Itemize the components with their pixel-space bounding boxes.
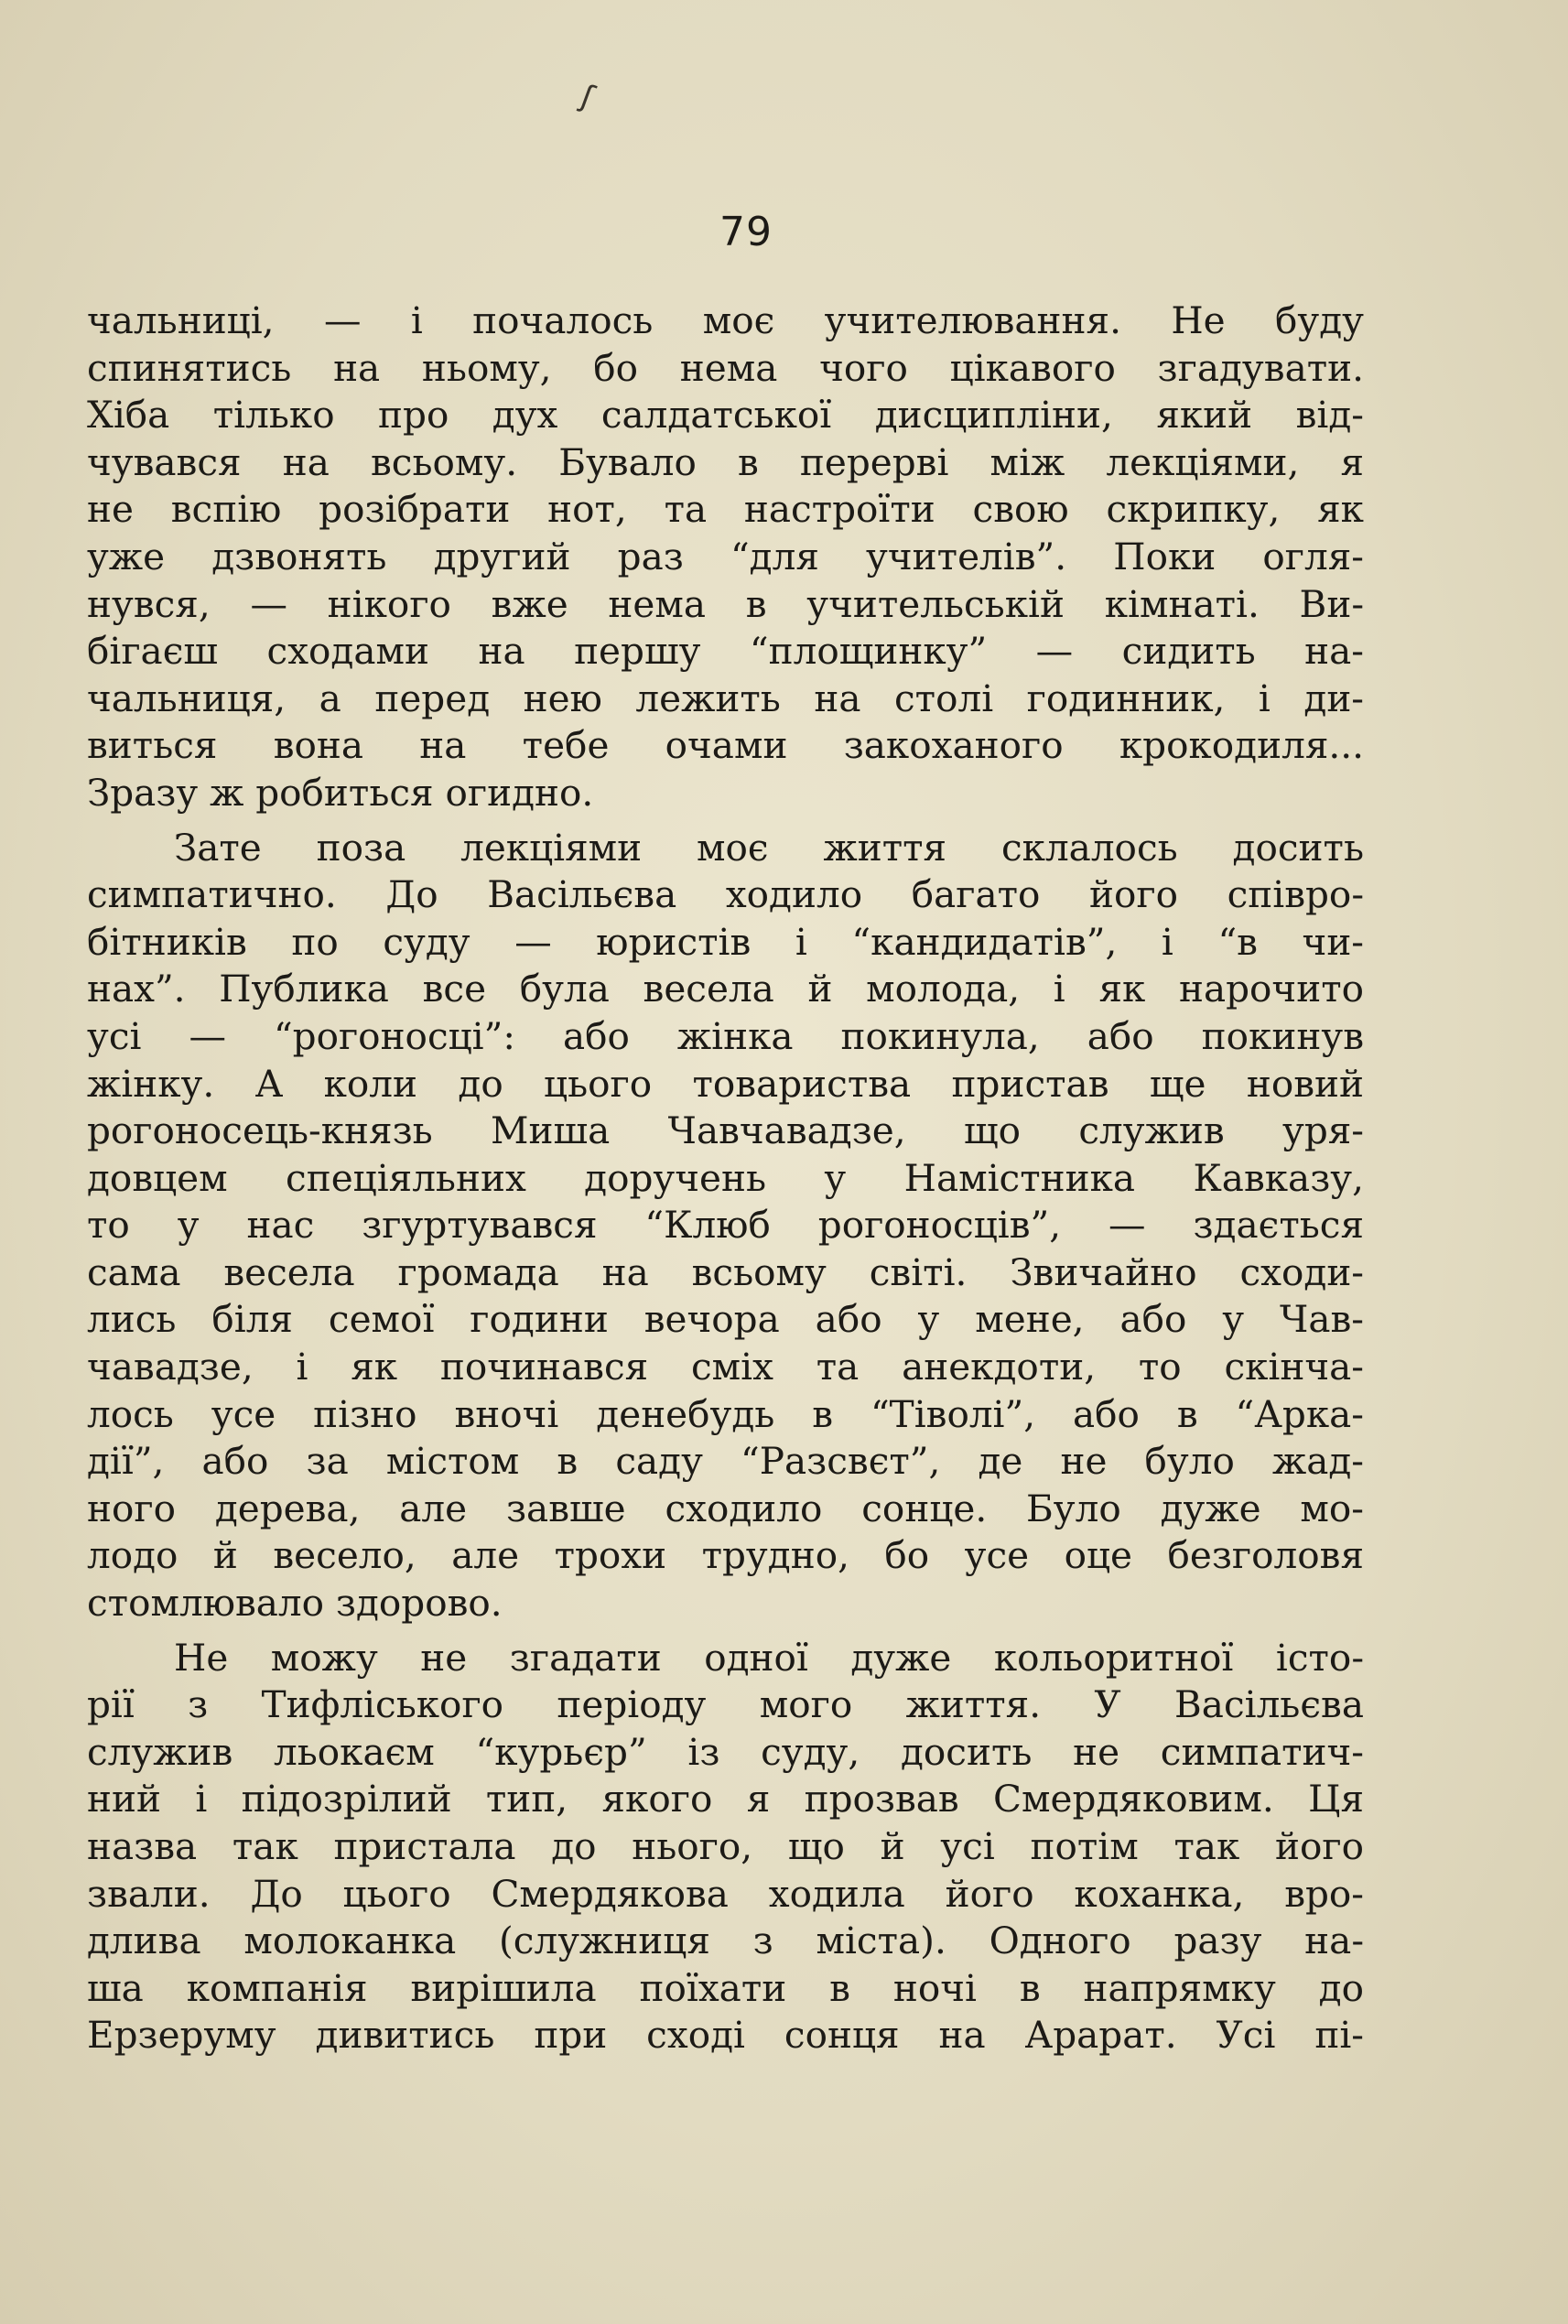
- paragraph-3: [87, 1635, 1364, 2059]
- text-line: рії з Тифліського періоду мого життя. У Васільєва: [87, 1682, 1364, 1727]
- pencil-mark: ʃ: [576, 78, 599, 116]
- text-line: сама весела громада на всьому світі. Звичайно сходи-: [87, 1249, 1364, 1294]
- text-line: усі — “рогоносці”: або жінка покинула, або покинув: [87, 1013, 1364, 1058]
- body-text: [87, 297, 1364, 2059]
- text-line: стомлювало здорово.: [87, 1581, 503, 1626]
- text-line: симпатично. До Васільєва ходило багато його співро-: [87, 872, 1364, 917]
- text-line: нах”. Публика все була весела й молода, і як нарочито: [87, 967, 1364, 1011]
- text-line: виться вона на тебе очами закоханого крокодиля...: [87, 723, 1364, 768]
- text-line: довцем спеціяльних доручень у Намістника Кавказу,: [87, 1155, 1364, 1200]
- text-line: то у нас згуртувався “Клюб рогоносців”, — здається: [87, 1203, 1364, 1248]
- text-line: чальниці, — і почалось моє учителювання. Не буду: [87, 298, 1364, 342]
- text-line: чавадзе, і як починався сміх та анекдоти, то скінча-: [87, 1345, 1364, 1389]
- text-line: Зразу ж робиться огидно.: [87, 770, 594, 815]
- page-number: 79: [719, 209, 773, 255]
- text-line: лось усе пізно вночі денебудь в “Тіволі”, або в “Арка-: [87, 1391, 1364, 1436]
- text-line: служив льокаєм “курьєр” із суду, досить не симпатич-: [87, 1729, 1364, 1774]
- text-line: бітників по суду — юристів і “кандидатів”, і “в чи-: [87, 919, 1364, 964]
- text-line: Зате поза лекціями моє життя склалось досить: [174, 825, 1364, 870]
- text-line: дії”, або за містом в саду “Разсвєт”, де не було жад-: [87, 1439, 1364, 1484]
- text-line: назва так пристала до нього, що й усі потім так його: [87, 1824, 1364, 1868]
- text-line: чальниця, а перед нею лежить на столі годинник, і ди-: [87, 676, 1364, 720]
- text-line: жінку. А коли до цього товариства пристав ще новий: [87, 1061, 1364, 1106]
- text-line: лодо й весело, але трохи трудно, бо усе оце безголовя: [87, 1533, 1364, 1578]
- text-line: Ерзеруму дивитись при сході сонця на Арарат. Усі пі-: [87, 2013, 1364, 2058]
- text-line: Не можу не згадати одної дуже кольоритної істо-: [174, 1635, 1364, 1680]
- text-line: ша компанія вирішила поїхати в ночі в напрямку до: [87, 1965, 1364, 2010]
- text-line: лись біля семої години вечора або у мене, або у Чав-: [87, 1297, 1364, 1342]
- paragraph-2: [87, 825, 1364, 1627]
- text-line: нувся, — нікого вже нема в учительській кімнаті. Ви-: [87, 581, 1364, 626]
- text-line: спинятись на ньому, бо нема чого цікавого згадувати.: [87, 345, 1364, 390]
- text-line: Хіба тілько про дух салдатської дисципліни, який від-: [87, 393, 1364, 438]
- text-line: ного дерева, але завше сходило сонце. Було дуже мо-: [87, 1486, 1364, 1530]
- text-line: не вспію розібрати нот, та настроїти свою скрипку, як: [87, 487, 1364, 532]
- text-line: длива молоканка (служниця з міста). Одного разу на-: [87, 1919, 1364, 1963]
- paragraph-1: [87, 297, 1364, 817]
- text-line: уже дзвонять другий раз “для учителів”. Поки огля-: [87, 534, 1364, 578]
- text-line: ний і підозрілий тип, якого я прозвав Смердяковим. Ця: [87, 1777, 1364, 1821]
- text-line: чувався на всьому. Бувало в перерві між лекціями, я: [87, 439, 1364, 484]
- text-line: рогоносець-князь Миша Чавчавадзе, що служив уря-: [87, 1108, 1364, 1153]
- text-line: бігаєш сходами на першу “площинку” — сидить на-: [87, 629, 1364, 674]
- text-line: звали. До цього Смердякова ходила його коханка, вро-: [87, 1871, 1364, 1916]
